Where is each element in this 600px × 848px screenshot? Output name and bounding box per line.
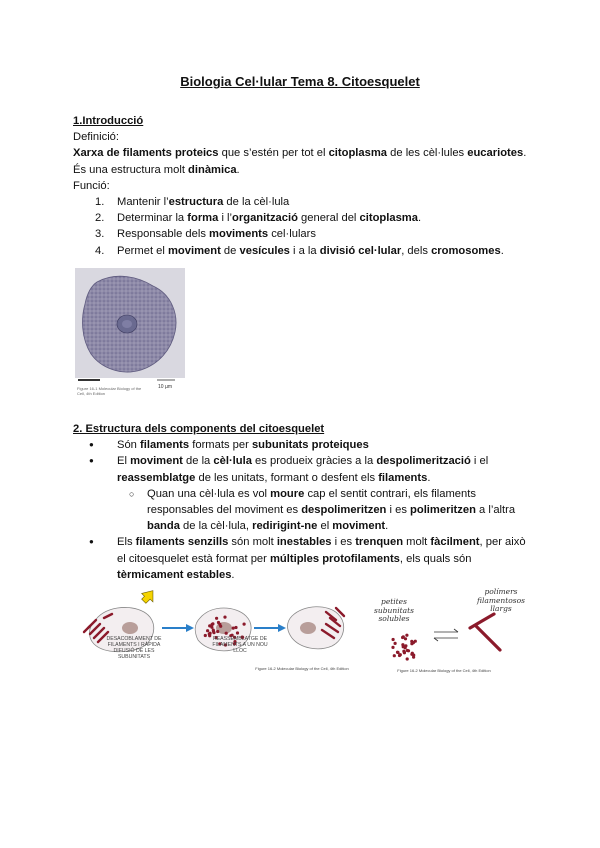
long-filaments xyxy=(470,614,500,650)
text: El xyxy=(117,455,131,468)
text: . xyxy=(500,244,504,257)
diagram-label-reassembly: REASSEMBLATGE DE FILAMENTS A UN NOU LLOC xyxy=(212,636,268,654)
subunit-dot xyxy=(405,634,408,637)
text: , dels xyxy=(401,244,432,257)
text: i l’ xyxy=(218,212,233,225)
bold-term: dinàmica xyxy=(188,163,237,176)
section-introduction xyxy=(73,113,533,259)
text: de xyxy=(220,244,240,257)
bold-term: subunitats proteiques xyxy=(251,439,369,452)
text: i es xyxy=(386,504,411,517)
subunit-dot xyxy=(393,654,396,657)
text: formats per xyxy=(189,439,252,452)
structure-bullet-list xyxy=(73,437,533,583)
bold-term: filaments senzills xyxy=(135,536,229,549)
text: a l’altra xyxy=(475,504,516,517)
list-item xyxy=(73,486,533,535)
text: . És una estructura molt xyxy=(73,147,527,176)
definition-label: Definició: xyxy=(73,131,120,144)
text: de les unitats, formant o desfent els xyxy=(195,471,379,484)
text: de la cèl·lula xyxy=(223,196,290,209)
list-number: 2. xyxy=(95,212,105,225)
diagram-caption-left: Figure 16-2 Molecular Biology of the Cell, 4th Edition xyxy=(255,666,349,671)
process-arrow-2 xyxy=(254,624,286,632)
list-item xyxy=(73,194,533,210)
bold-term: moviment xyxy=(130,455,183,468)
list-number: 3. xyxy=(95,228,105,241)
bold-term: reassemblatge xyxy=(117,471,196,484)
section-heading-introduction: 1.Introducció xyxy=(73,115,144,127)
subunit-dot xyxy=(204,634,207,637)
text: molt xyxy=(403,536,431,549)
subunit-dot xyxy=(398,654,401,657)
text: Mantenir l’ xyxy=(117,196,169,209)
text: . xyxy=(417,212,422,225)
function-label: Funció: xyxy=(73,179,110,192)
text: el xyxy=(317,520,333,533)
bold-term: citoplasma xyxy=(359,212,418,225)
text: Els xyxy=(117,536,136,549)
subunit-dot xyxy=(210,626,213,629)
text: són molt xyxy=(228,536,277,549)
cell-after xyxy=(288,607,345,649)
text: , per això el citoesquelet està format per xyxy=(117,536,526,565)
list-number: 1. xyxy=(95,196,105,209)
function-list xyxy=(73,194,533,259)
bold-term: forma xyxy=(187,212,219,225)
text: i a la xyxy=(289,244,320,257)
subunit-dot xyxy=(223,616,226,619)
subunit-dot xyxy=(404,637,407,640)
diagram-label-disassembly: DESACOBLAMENT DE FILAMENTS I RÀPIDA DIFUSIÓ DE LES SUBUNITATS xyxy=(106,636,162,660)
subunit-dot xyxy=(406,657,409,660)
subunit-cluster xyxy=(391,634,417,661)
subunit-dot xyxy=(406,649,409,652)
text: i el xyxy=(470,455,489,468)
bold-term: moviments xyxy=(209,228,269,241)
subunit-dot xyxy=(234,626,237,629)
section-structure xyxy=(73,421,533,583)
bold-term: filaments xyxy=(140,439,190,452)
bold-term: banda xyxy=(147,520,180,533)
bold-term: eucariotes xyxy=(467,147,524,160)
subunit-dot xyxy=(243,623,246,626)
bold-term: cèl·lula xyxy=(213,455,252,468)
bold-term: organització xyxy=(232,212,298,225)
handwritten-subunits-label: petites subunitats solubles xyxy=(374,597,414,623)
bold-term: múltiples protofilaments xyxy=(269,552,400,565)
text: Determinar la xyxy=(117,212,188,225)
bold-term: despolimerització xyxy=(376,455,471,468)
bold-term: moviment xyxy=(167,244,221,257)
text: Quan una cèl·lula es vol xyxy=(147,487,271,500)
text: cap el sentit contrari, els filaments responsables del moviment es xyxy=(147,487,476,517)
subunit-dot xyxy=(212,630,215,633)
process-arrow-1 xyxy=(162,624,194,632)
subunit-dot xyxy=(410,653,413,656)
list-number: 4. xyxy=(95,244,105,257)
definition-term: Xarxa de filaments proteics xyxy=(73,147,219,160)
bold-term: trenquen xyxy=(355,536,404,549)
list-item xyxy=(73,243,533,259)
text: Permet el xyxy=(117,244,168,257)
list-item xyxy=(73,210,533,226)
bold-term: vesícules xyxy=(239,244,290,257)
bold-term: inestables xyxy=(276,536,332,549)
text: . xyxy=(231,568,235,581)
subunit-dot xyxy=(216,630,219,633)
bold-term: fàcilment xyxy=(430,536,480,549)
definition-paragraph xyxy=(73,145,533,177)
subunit-dot xyxy=(217,621,220,624)
subunit-dot xyxy=(215,617,218,620)
cytoskeleton-diagram xyxy=(74,588,544,678)
subunit-dot xyxy=(211,622,214,625)
subunit-dot xyxy=(394,642,397,645)
list-item xyxy=(73,453,533,534)
bold-term: divisió cel·lular xyxy=(319,244,402,257)
bold-term: tèrmicament estables xyxy=(117,568,232,581)
handwritten-filaments-label: polímers filamentosos llargs xyxy=(477,587,525,613)
bold-term: despolimeritzen xyxy=(301,504,387,517)
text: que s’estén per tot el xyxy=(218,147,329,160)
micrograph-figure xyxy=(75,268,185,398)
sub-bullet-list xyxy=(73,486,533,535)
diagram-caption-right: Figure 16-2 Molecular Biology of the Cell, 4th Edition xyxy=(397,668,491,673)
text: . xyxy=(427,471,431,484)
bold-term: filaments xyxy=(378,471,428,484)
list-item xyxy=(73,534,533,583)
bold-term: estructura xyxy=(168,196,224,209)
list-item xyxy=(73,437,533,453)
text: es produeix gràcies a la xyxy=(251,455,377,468)
text: i es xyxy=(331,536,356,549)
subunit-dot xyxy=(396,651,399,654)
bold-term: polimeritzen xyxy=(410,504,476,517)
bold-term: citoplasma xyxy=(328,147,388,160)
text: general del xyxy=(297,212,360,225)
equilibrium-arrows xyxy=(434,629,458,641)
text: de la xyxy=(182,455,214,468)
subunit-dot xyxy=(206,629,209,632)
text: . xyxy=(236,163,240,176)
cell-micrograph-image xyxy=(75,268,185,386)
subunit-dot xyxy=(403,651,406,654)
scale-bar-label: 10 µm xyxy=(158,384,172,390)
text: Responsable dels xyxy=(117,228,210,241)
bold-term: redirigint-ne xyxy=(252,520,318,533)
subunit-dot xyxy=(412,641,415,644)
text: cel·lulars xyxy=(268,228,316,241)
highlight-arrow-icon xyxy=(139,588,159,606)
subunit-dot xyxy=(209,632,212,635)
text: de la cèl·lula, xyxy=(179,520,253,533)
figure-caption: Figure 16-1 Molecular Biology of the Cell, 4th Edition xyxy=(77,386,142,396)
text: Són xyxy=(117,439,141,452)
section-heading-structure: 2. Estructura dels components del citoesquelet xyxy=(73,423,325,435)
subunit-dot xyxy=(236,631,239,634)
list-item xyxy=(73,226,533,242)
subunit-dot xyxy=(392,638,395,641)
subunit-dot xyxy=(391,646,394,649)
subunit-dot xyxy=(402,645,405,648)
page-title: Biologia Cel·lular Tema 8. Citoesquelet xyxy=(180,74,420,89)
bold-term: moure xyxy=(270,487,305,500)
bold-term: moviment xyxy=(332,520,386,533)
text: , els quals són xyxy=(399,552,472,565)
text: de les cèl·lules xyxy=(387,147,468,160)
bold-term: cromosomes xyxy=(431,244,501,257)
text: . xyxy=(385,520,389,533)
subunit-dot xyxy=(232,627,235,630)
subunit-dot xyxy=(225,632,228,635)
